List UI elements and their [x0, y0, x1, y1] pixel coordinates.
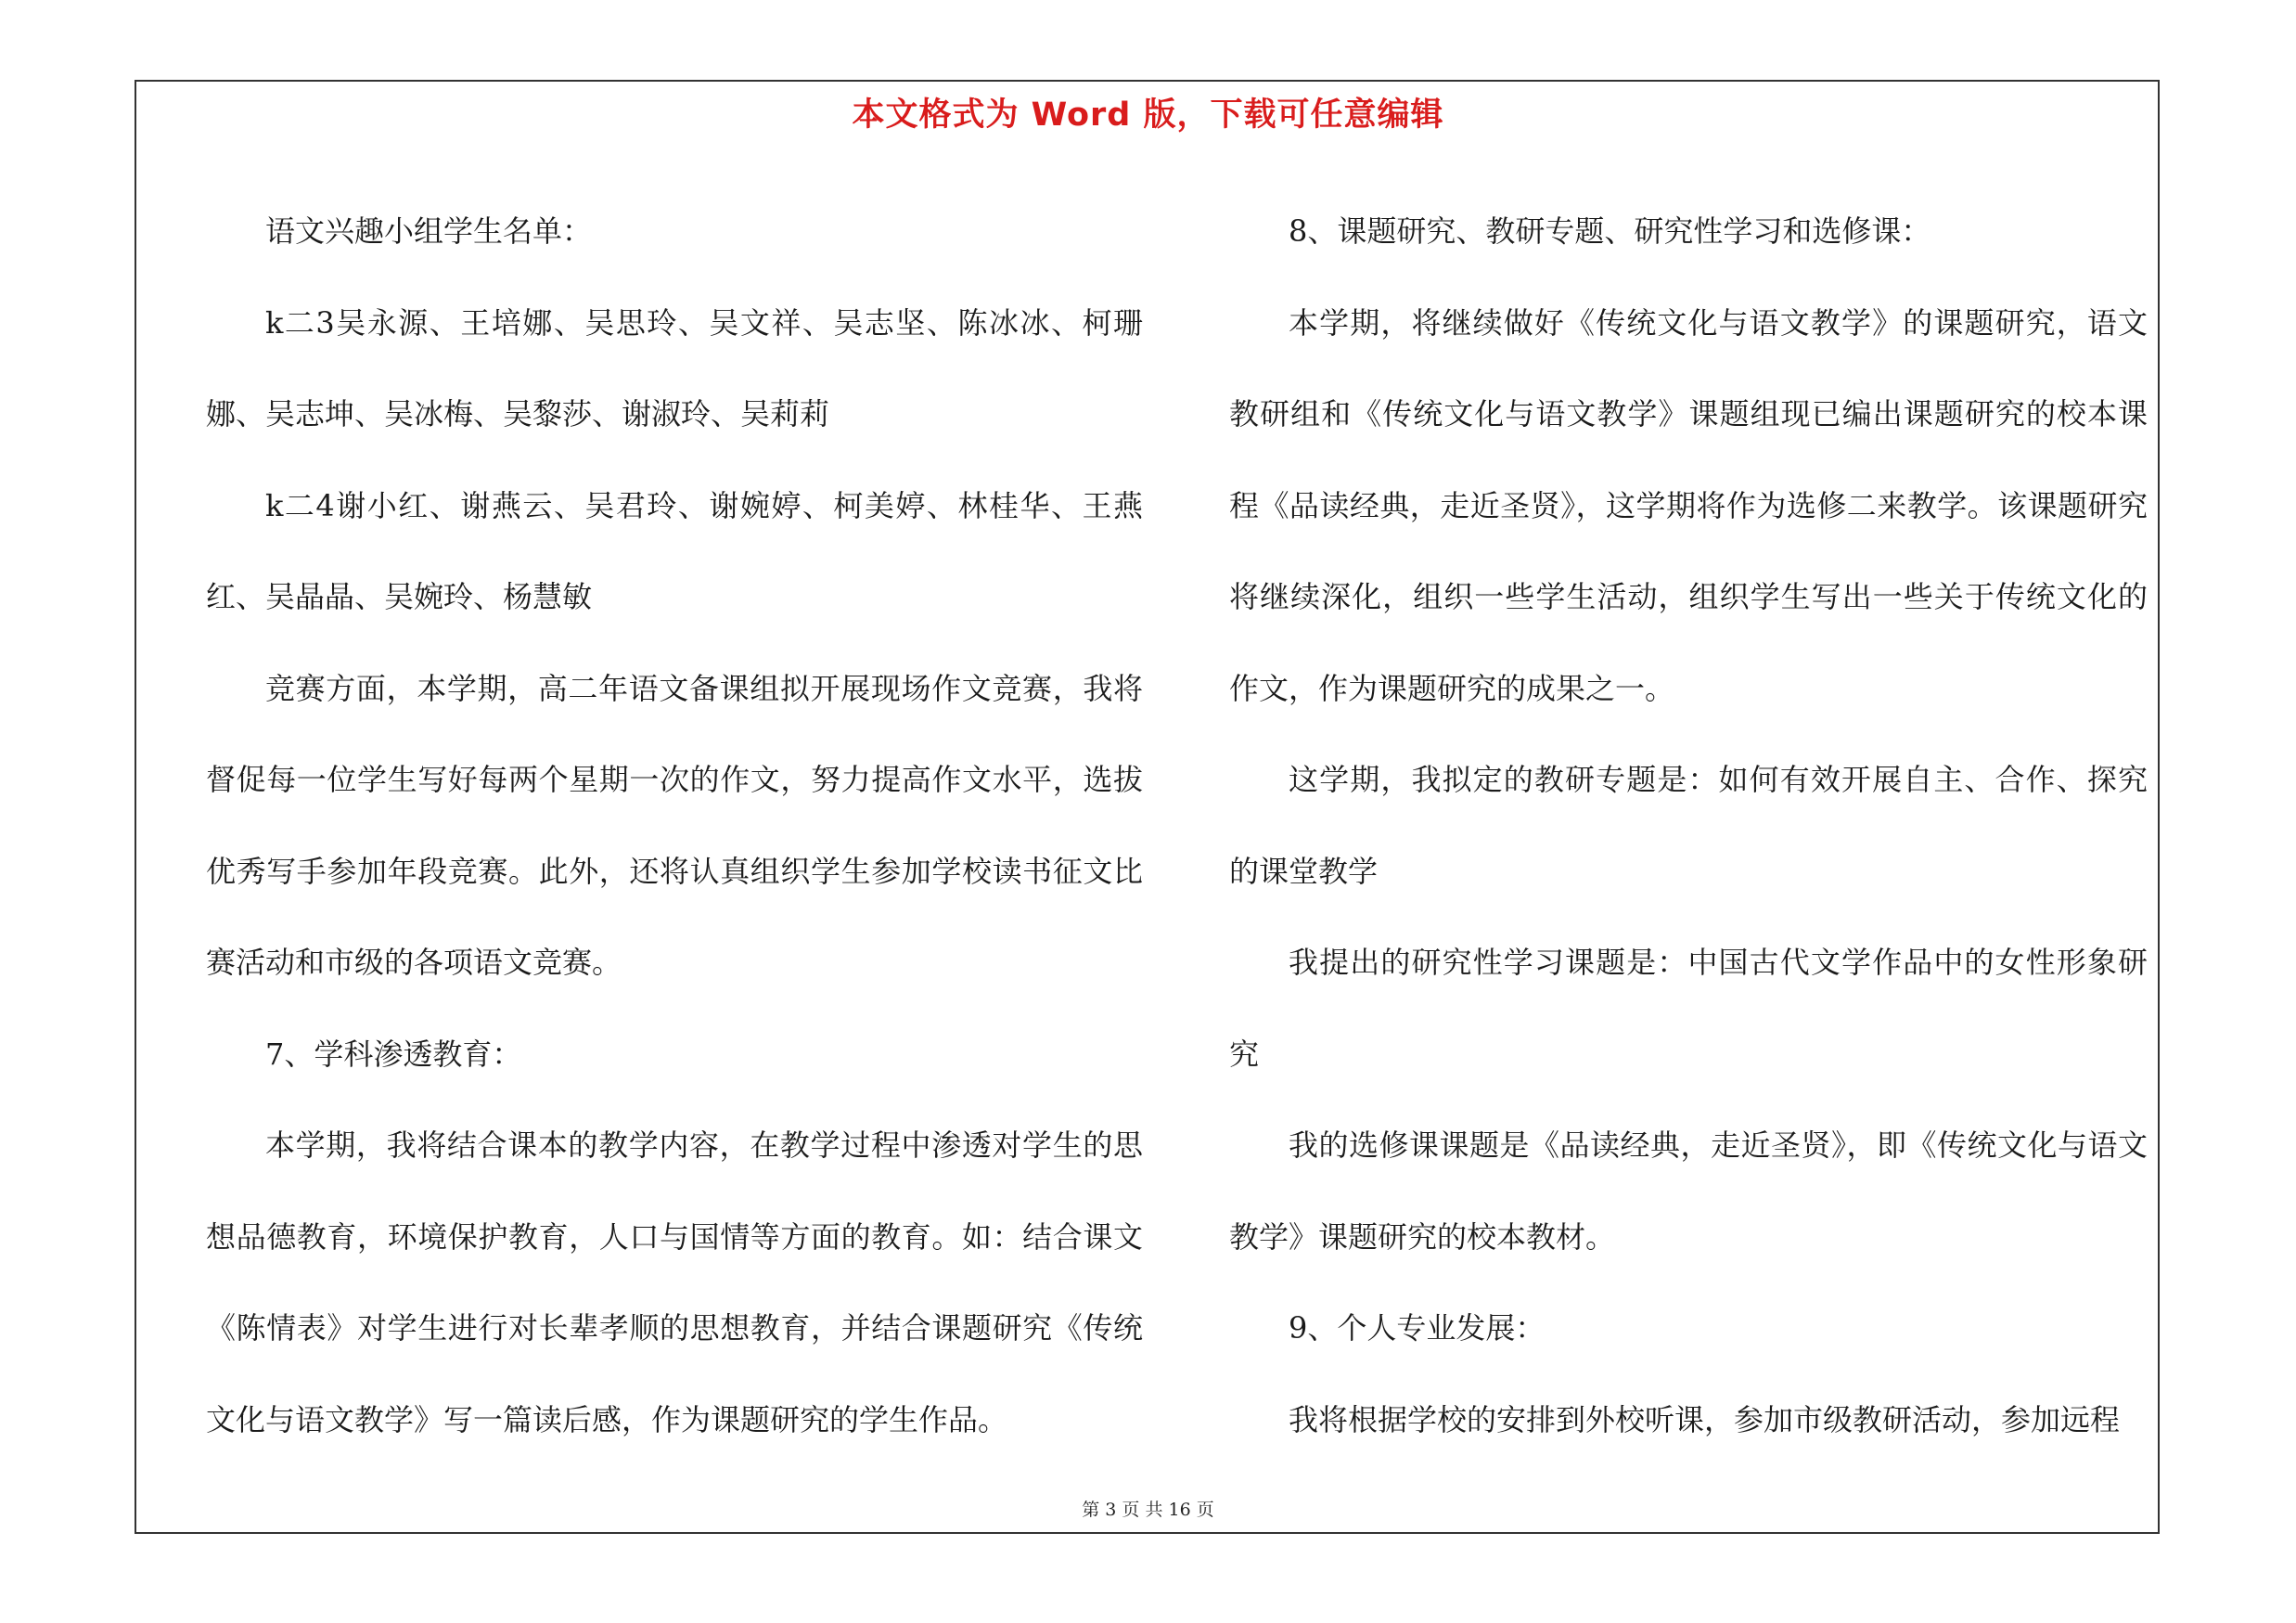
paragraph: 本学期，我将结合课本的教学内容，在教学过程中渗透对学生的思想品德教育，环境保护教育，人口与国情等方面的教育。如：结合课文《陈情表》对学生进行对长辈孝顺的思想教育，并结合课题研究《传统文化与语文教学》写一篇读后感，作为课题研究的学生作品。	[206, 1127, 1143, 1437]
section-heading: 8、课题研究、教研专题、研究性学习和选修课：	[1289, 213, 1931, 249]
paragraph: 竞赛方面，本学期，高二年语文备课组拟开展现场作文竞赛，我将督促每一位学生写好每两个星期一次的作文，努力提高作文水平，选拔优秀写手参加年段竞赛。此外，还将认真组织学生参加学校读书征文比赛活动和市级的各项语文竞赛。	[206, 670, 1143, 980]
paragraph: 本学期，将继续做好《传统文化与语文教学》的课题研究，语文教研组和《传统文化与语文教学》课题组现已编出课题研究的校本课程《品读经典，走近圣贤》，这学期将作为选修二来教学。该课题研究将继续深化，组织一些学生活动，组织学生写出一些关于传统文化的作文，作为课题研究的成果之一。	[1229, 304, 2148, 706]
paragraph: 我提出的研究性学习课题是：中国古代文学作品中的女性形象研究	[1229, 945, 2148, 1072]
page-number-footer: 第 3 页 共 16 页	[1082, 1500, 1214, 1520]
left-column	[206, 186, 1143, 1465]
section-heading: 7、学科渗透教育：	[265, 1036, 522, 1072]
paragraph: k二4谢小红、谢燕云、吴君玲、谢婉婷、柯美婷、林桂华、王燕红、吴晶晶、吴婉玲、杨慧敏	[206, 487, 1143, 614]
paragraph: 这学期，我拟定的教研专题是：如何有效开展自主、合作、探究的课堂教学	[1229, 762, 2148, 889]
section-heading: 9、个人专业发展：	[1289, 1310, 1546, 1346]
paragraph: 我将根据学校的安排到外校听课，参加市级教研活动，参加远程	[1289, 1401, 2121, 1437]
paragraph: 我的选修课课题是《品读经典，走近圣贤》，即《传统文化与语文教学》课题研究的校本教材。	[1229, 1127, 2148, 1255]
paragraph: k二3吴永源、王培娜、吴思玲、吴文祥、吴志坚、陈冰冰、柯珊娜、吴志坤、吴冰梅、吴黎莎、谢淑玲、吴莉莉	[206, 304, 1143, 432]
header-banner: 本文格式为 Word 版，下载可任意编辑	[852, 97, 1444, 134]
paragraph: 语文兴趣小组学生名单：	[265, 213, 593, 249]
right-column	[1229, 186, 2148, 1465]
